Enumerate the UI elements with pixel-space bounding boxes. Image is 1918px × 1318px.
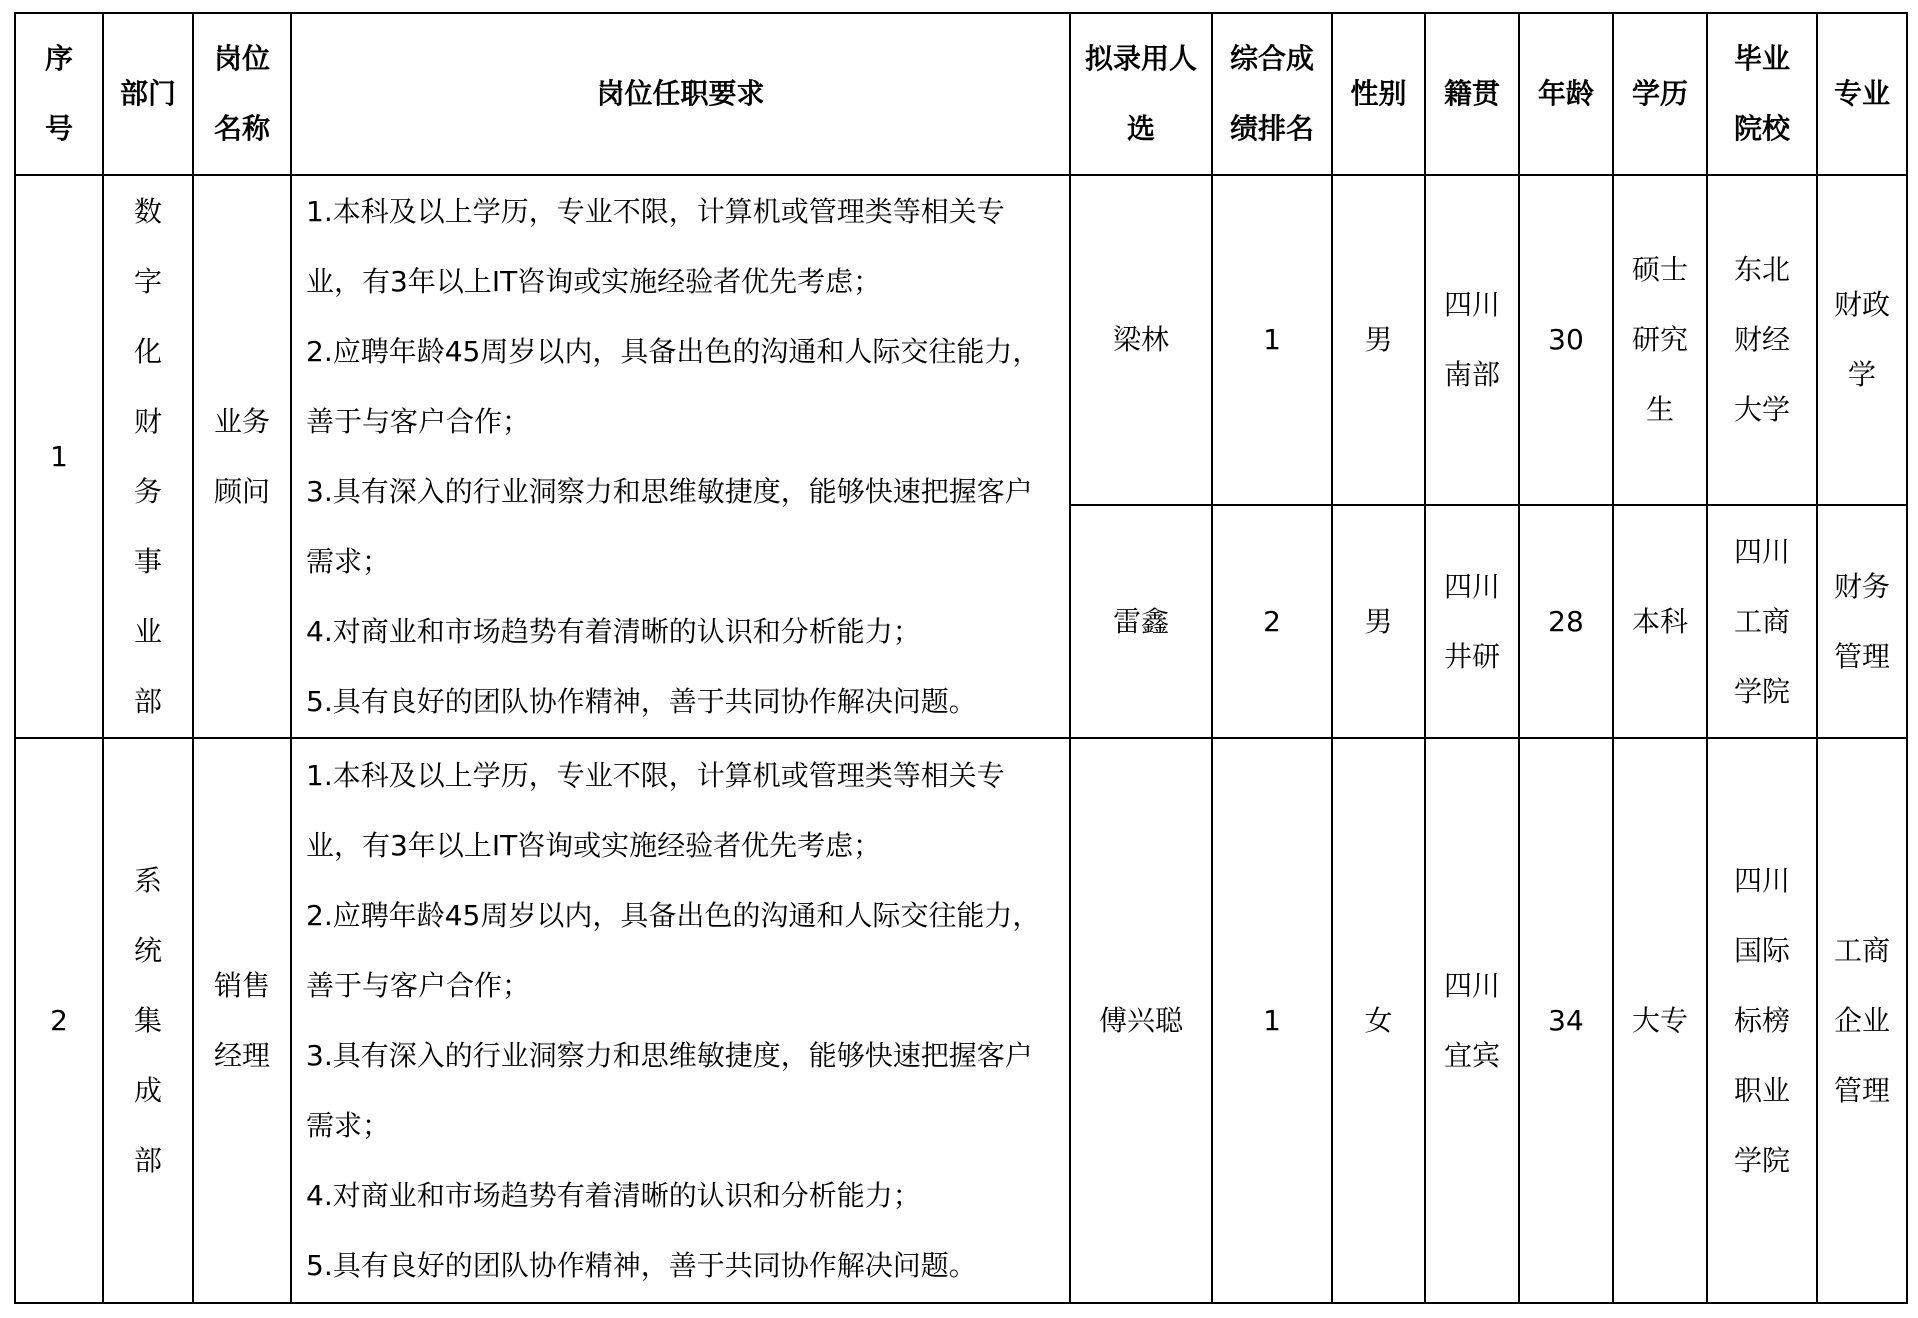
dept-cell: 系统集成部 (103, 738, 193, 1303)
header-school: 毕业院校 (1707, 13, 1817, 175)
seq-cell: 1 (15, 175, 103, 738)
requirement-item: 2.应聘年龄45周岁以内，具备出色的沟通和人际交往能力，善于与客户合作； (306, 898, 1041, 1002)
origin-cell: 四川南部 (1425, 175, 1519, 505)
origin-cell: 四川宜宾 (1425, 738, 1519, 1303)
header-row (15, 13, 1907, 175)
position-cell: 业务顾问 (193, 175, 291, 738)
requirement-item: 1.本科及以上学历，专业不限，计算机或管理类等相关专业，有3年以上IT咨询或实施经验者优先考虑； (306, 194, 1005, 298)
major-cell: 财政学 (1817, 175, 1907, 505)
requirements-cell (291, 738, 1070, 1303)
requirements-cell (291, 175, 1070, 738)
gender-cell: 女 (1332, 738, 1425, 1303)
rank-cell: 1 (1212, 738, 1332, 1303)
rank-cell: 1 (1212, 175, 1332, 505)
header-gender: 性别 (1332, 13, 1425, 175)
header-candidate: 拟录用人选 (1070, 13, 1212, 175)
candidate-name: 雷鑫 (1070, 505, 1212, 738)
recruitment-table-container (14, 12, 1908, 1304)
header-education: 学历 (1613, 13, 1707, 175)
requirement-item: 5.具有良好的团队协作精神，善于共同协作解决问题。 (306, 684, 977, 718)
rank-cell: 2 (1212, 505, 1332, 738)
requirement-item: 5.具有良好的团队协作精神，善于共同协作解决问题。 (306, 1248, 977, 1282)
education-cell: 本科 (1613, 505, 1707, 738)
dept-cell: 数字化财务事业部 (103, 175, 193, 738)
candidate-name: 傅兴聪 (1070, 738, 1212, 1303)
header-major: 专业 (1817, 13, 1907, 175)
seq-cell: 2 (15, 738, 103, 1303)
header-age: 年龄 (1519, 13, 1613, 175)
education-cell: 大专 (1613, 738, 1707, 1303)
recruitment-table (14, 12, 1908, 1304)
school-cell: 东北财经大学 (1707, 175, 1817, 505)
header-seq: 序号 (15, 13, 103, 175)
major-cell: 工商企业管理 (1817, 738, 1907, 1303)
table-row (15, 175, 1907, 505)
gender-cell: 男 (1332, 505, 1425, 738)
header-position: 岗位名称 (193, 13, 291, 175)
header-dept: 部门 (103, 13, 193, 175)
candidate-name: 梁林 (1070, 175, 1212, 505)
school-cell: 四川国际标榜职业学院 (1707, 738, 1817, 1303)
header-rank: 综合成绩排名 (1212, 13, 1332, 175)
requirement-item: 4.对商业和市场趋势有着清晰的认识和分析能力； (306, 1178, 921, 1212)
major-cell: 财务管理 (1817, 505, 1907, 738)
origin-cell: 四川井研 (1425, 505, 1519, 738)
requirement-item: 3.具有深入的行业洞察力和思维敏捷度，能够快速把握客户需求； (306, 474, 1033, 578)
requirement-item: 1.本科及以上学历，专业不限，计算机或管理类等相关专业，有3年以上IT咨询或实施经验者优先考虑； (306, 758, 1005, 862)
position-cell: 销售经理 (193, 738, 291, 1303)
gender-cell: 男 (1332, 175, 1425, 505)
header-origin: 籍贯 (1425, 13, 1519, 175)
age-cell: 30 (1519, 175, 1613, 505)
requirement-item: 4.对商业和市场趋势有着清晰的认识和分析能力； (306, 614, 921, 648)
requirement-item: 2.应聘年龄45周岁以内，具备出色的沟通和人际交往能力，善于与客户合作； (306, 334, 1041, 438)
school-cell: 四川工商学院 (1707, 505, 1817, 738)
requirement-item: 3.具有深入的行业洞察力和思维敏捷度，能够快速把握客户需求； (306, 1038, 1033, 1142)
education-cell: 硕士研究生 (1613, 175, 1707, 505)
age-cell: 34 (1519, 738, 1613, 1303)
table-row (15, 738, 1907, 1303)
header-requirements: 岗位任职要求 (291, 13, 1070, 175)
age-cell: 28 (1519, 505, 1613, 738)
